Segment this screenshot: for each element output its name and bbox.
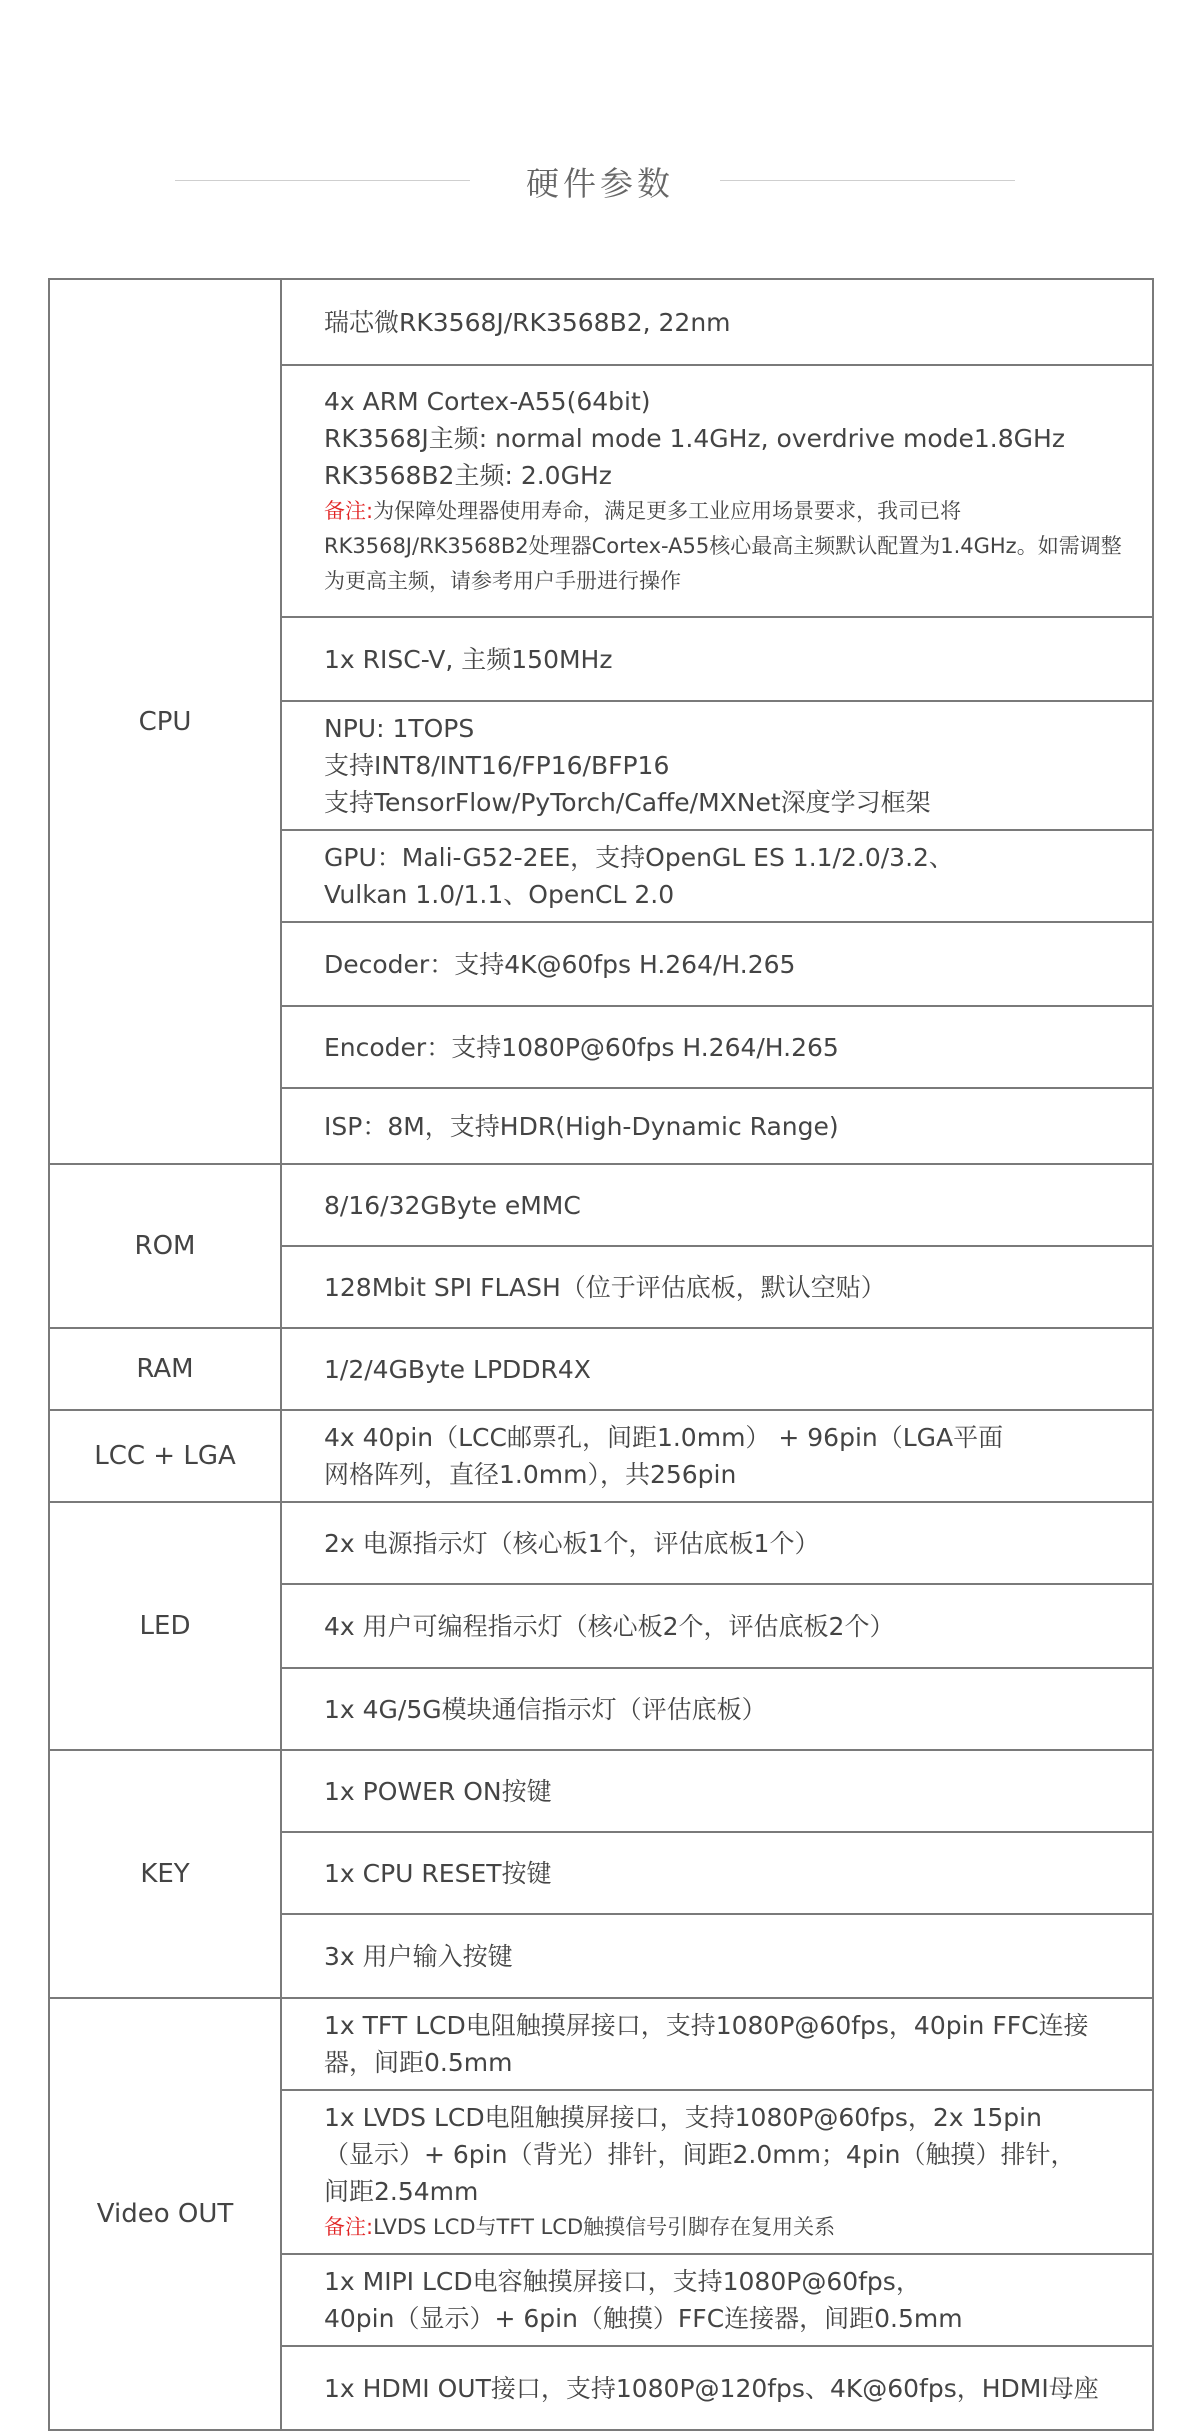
spec-value-line: 40pin（显示）+ 6pin（触摸）FFC连接器，间距0.5mm — [324, 2304, 963, 2333]
spec-row — [49, 1502, 1153, 1584]
hardware-spec-table — [48, 278, 1154, 2431]
section-header — [0, 150, 1200, 210]
spec-category-cell: Video OUT — [49, 1998, 281, 2430]
spec-category-cell: ROM — [49, 1164, 281, 1328]
spec-value-line: 1x TFT LCD电阻触摸屏接口，支持1080P@60fps，40pin FFC连接 — [324, 2011, 1089, 2040]
note-label: 备注: — [324, 2215, 374, 2239]
spec-row — [49, 1410, 1153, 1502]
spec-value-cell — [281, 830, 1153, 922]
spec-value-line: RK3568J主频: normal mode 1.4GHz, overdrive mode1.8GHz — [324, 424, 1065, 453]
note-text: 为保障处理器使用寿命，满足更多工业应用场景要求，我司已将RK3568J/RK3568B2处理器Cortex-A55核心最高主频默认配置为1.4GHz。如需调整为更高主频，请参考用户手册进行操作 — [324, 499, 1122, 593]
spec-value-line: 1/2/4GByte LPDDR4X — [324, 1354, 591, 1384]
spec-row — [49, 279, 1153, 365]
spec-value-cell — [281, 617, 1153, 701]
spec-value-line: 1x 4G/5G模块通信指示灯（评估底板） — [324, 1694, 767, 1724]
page-title: 硬件参数 — [526, 164, 674, 203]
spec-value-line: 器，间距0.5mm — [324, 2048, 513, 2077]
spec-value-line: Vulkan 1.0/1.1、OpenCL 2.0 — [324, 880, 675, 909]
spec-value-line: GPU：Mali-G52-2EE，支持OpenGL ES 1.1/2.0/3.2、 — [324, 843, 954, 872]
spec-value-line: 2x 电源指示灯（核心板1个，评估底板1个） — [324, 1528, 820, 1558]
note-text: LVDS LCD与TFT LCD触摸信号引脚存在复用关系 — [373, 2215, 836, 2239]
spec-value-cell — [281, 1328, 1153, 1410]
spec-value-line: 4x 用户可编程指示灯（核心板2个，评估底板2个） — [324, 1611, 895, 1641]
spec-value-cell — [281, 1750, 1153, 1832]
spec-value-line: 8/16/32GByte eMMC — [324, 1190, 581, 1220]
spec-value-line: ISP：8M，支持HDR(High-Dynamic Range) — [324, 1111, 839, 1141]
spec-value-line: 3x 用户输入按键 — [324, 1941, 513, 1971]
spec-row — [49, 1998, 1153, 2090]
spec-value-cell — [281, 1668, 1153, 1750]
spec-value-cell — [281, 1246, 1153, 1328]
spec-value-line: 网格阵列，直径1.0mm），共256pin — [324, 1460, 737, 1489]
spec-value-cell — [281, 1998, 1153, 2090]
note-label: 备注: — [324, 499, 374, 523]
spec-value-cell — [281, 1502, 1153, 1584]
spec-value-cell — [281, 1006, 1153, 1088]
spec-row — [49, 1164, 1153, 1246]
spec-value-cell — [281, 2254, 1153, 2346]
spec-value-cell — [281, 1164, 1153, 1246]
spec-value-line: 间距2.54mm — [324, 2177, 479, 2206]
spec-category-cell: RAM — [49, 1328, 281, 1410]
spec-value-line: 4x 40pin（LCC邮票孔，间距1.0mm） + 96pin（LGA平面 — [324, 1423, 1004, 1452]
spec-value-cell — [281, 1410, 1153, 1502]
spec-value-line: 128Mbit SPI FLASH（位于评估底板，默认空贴） — [324, 1272, 886, 1302]
spec-category-cell: CPU — [49, 279, 281, 1164]
spec-value-line: 支持TensorFlow/PyTorch/Caffe/MXNet深度学习框架 — [324, 788, 931, 817]
spec-value-cell — [281, 2090, 1153, 2254]
spec-value-line: 1x HDMI OUT接口，支持1080P@120fps、4K@60fps，HDMI母座 — [324, 2373, 1099, 2403]
spec-value-cell — [281, 1832, 1153, 1914]
spec-value-cell — [281, 701, 1153, 830]
spec-value-cell — [281, 1914, 1153, 1998]
spec-row — [49, 1328, 1153, 1410]
spec-value-cell — [281, 2346, 1153, 2430]
spec-value-cell — [281, 1088, 1153, 1164]
spec-value-cell — [281, 279, 1153, 365]
spec-category-cell: KEY — [49, 1750, 281, 1998]
spec-value-line: 4x ARM Cortex-A55(64bit) — [324, 387, 651, 416]
spec-value-line: NPU: 1TOPS — [324, 714, 475, 743]
spec-value-line: Encoder：支持1080P@60fps H.264/H.265 — [324, 1032, 839, 1062]
spec-value-cell — [281, 1584, 1153, 1668]
spec-value-line: （显示）+ 6pin（背光）排针，间距2.0mm；4pin（触摸）排针， — [324, 2140, 1076, 2169]
header-divider-right — [720, 180, 1015, 181]
spec-value-line: Decoder：支持4K@60fps H.264/H.265 — [324, 949, 796, 979]
spec-table-body — [49, 279, 1153, 2430]
header-divider-left — [175, 180, 470, 181]
spec-value-line: 1x MIPI LCD电容触摸屏接口，支持1080P@60fps， — [324, 2267, 921, 2296]
spec-note — [324, 2210, 1138, 2245]
spec-row — [49, 1750, 1153, 1832]
spec-value-line: 支持INT8/INT16/FP16/BFP16 — [324, 751, 670, 780]
spec-value-line: 1x CPU RESET按键 — [324, 1858, 552, 1888]
spec-note — [324, 494, 1138, 599]
spec-value-line: 1x LVDS LCD电阻触摸屏接口，支持1080P@60fps，2x 15pin — [324, 2103, 1042, 2132]
spec-value-cell — [281, 922, 1153, 1006]
spec-value-line: 1x POWER ON按键 — [324, 1776, 552, 1806]
spec-value-line: 瑞芯微RK3568J/RK3568B2, 22nm — [324, 307, 731, 337]
spec-value-line: RK3568B2主频: 2.0GHz — [324, 461, 612, 490]
spec-category-cell: LED — [49, 1502, 281, 1750]
spec-value-cell — [281, 365, 1153, 617]
spec-category-cell: LCC + LGA — [49, 1410, 281, 1502]
spec-value-line: 1x RISC-V, 主频150MHz — [324, 644, 613, 674]
